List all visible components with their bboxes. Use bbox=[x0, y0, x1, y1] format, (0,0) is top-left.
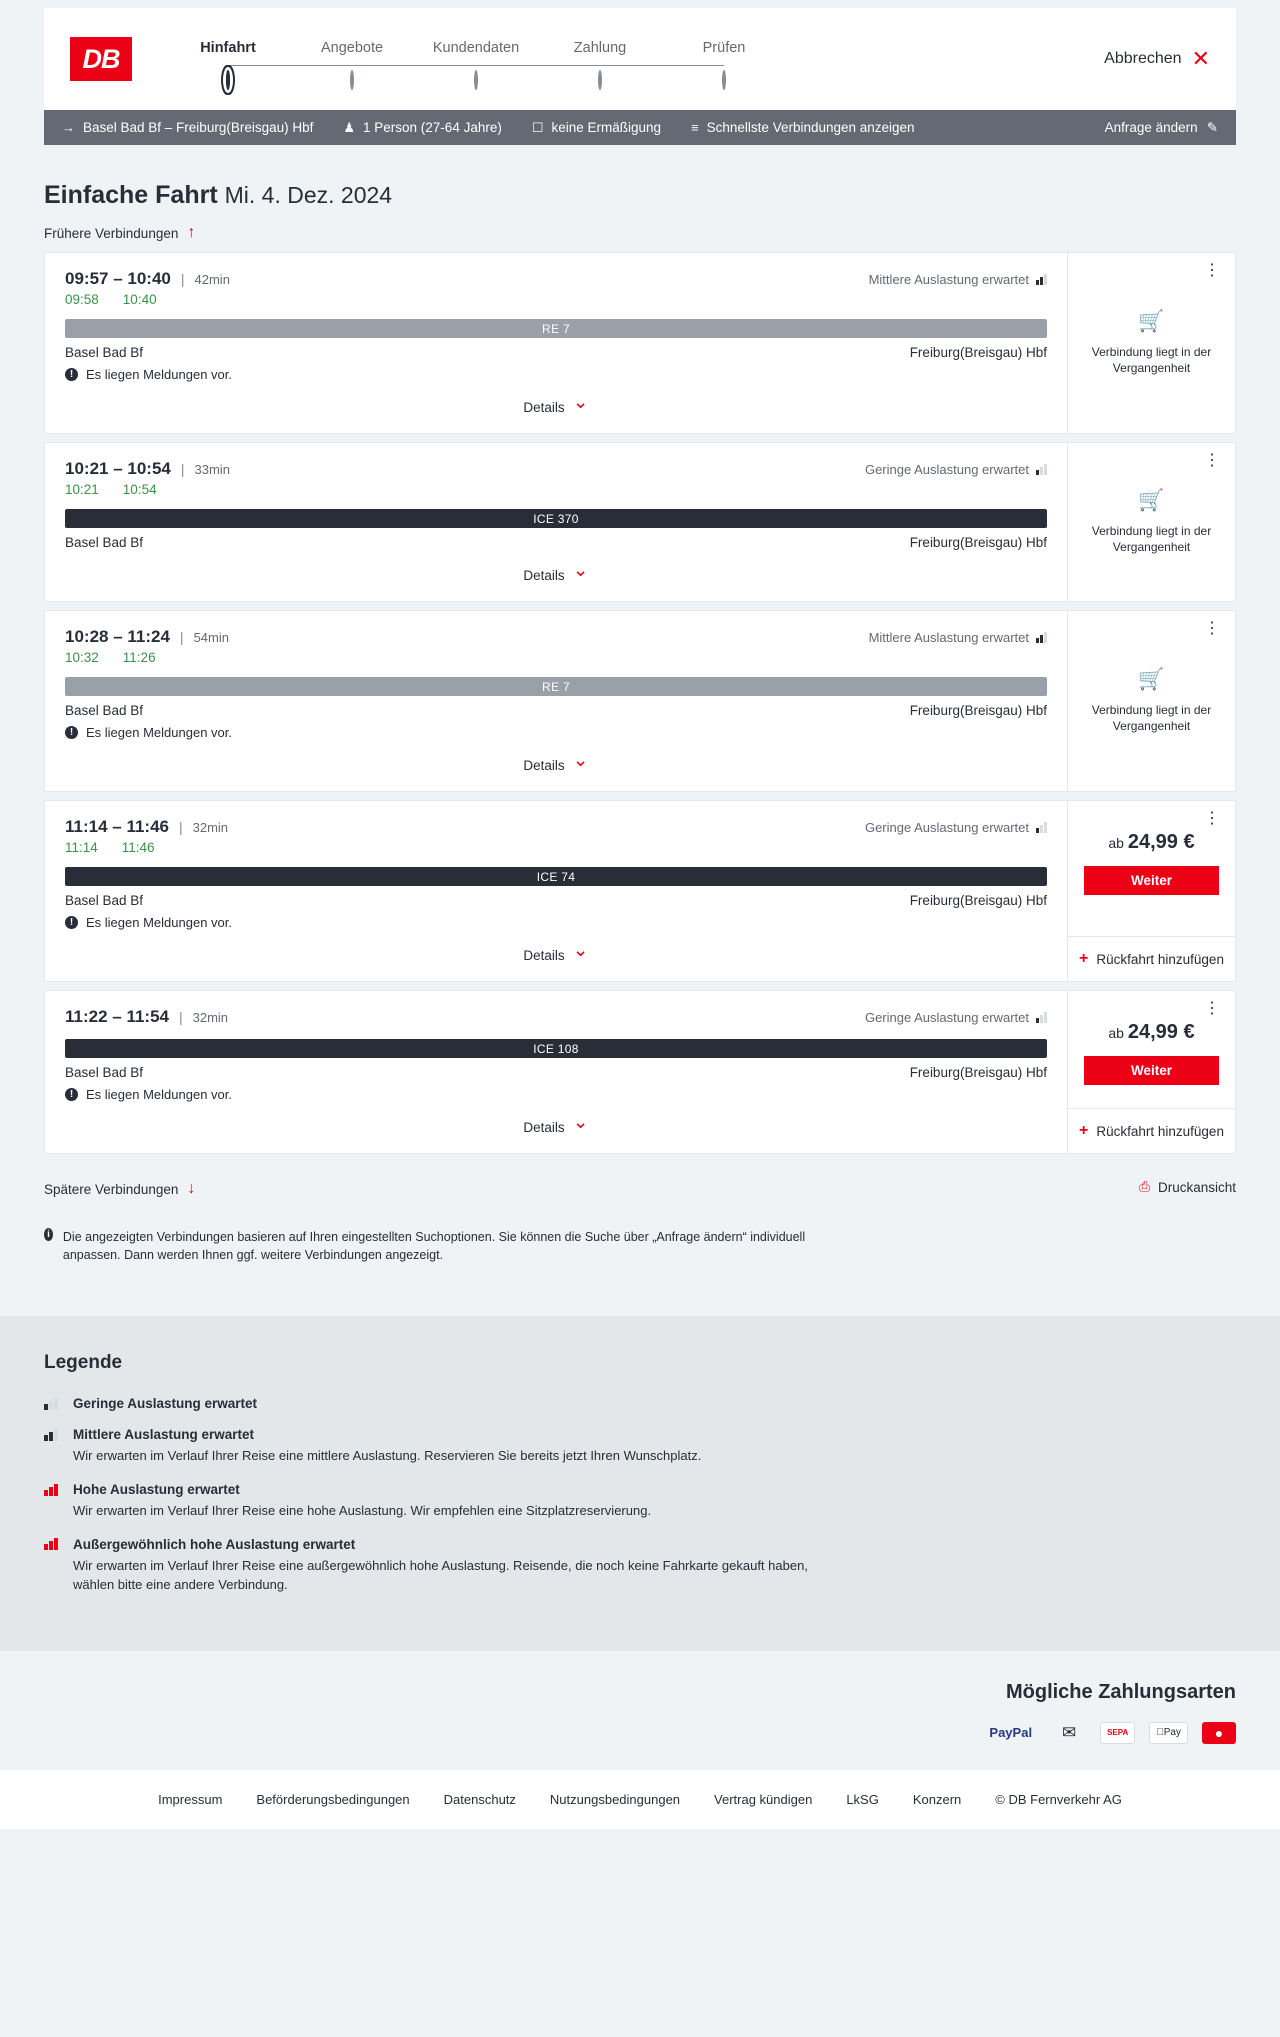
step-dot bbox=[598, 70, 602, 90]
passenger-summary bbox=[343, 120, 501, 136]
utilization-label: Mittlere Auslastung erwartet bbox=[868, 630, 1029, 645]
legend-item-label: Hohe Auslastung erwartet bbox=[73, 1482, 240, 1498]
details-toggle[interactable] bbox=[65, 1102, 1047, 1145]
time-separator: | bbox=[179, 629, 184, 645]
chevron-down-icon bbox=[573, 754, 589, 777]
chevron-down-icon bbox=[573, 564, 589, 587]
destination-station: Freiburg(Breisgau) Hbf bbox=[909, 1065, 1047, 1080]
time-separator: | bbox=[180, 271, 185, 287]
step-dot bbox=[226, 70, 230, 90]
edit-request-label: Anfrage ändern bbox=[1104, 120, 1198, 135]
more-options-icon[interactable]: ⋮ bbox=[1204, 810, 1221, 827]
utilization-bars-icon bbox=[44, 1484, 61, 1496]
legend-item-label: Geringe Auslastung erwartet bbox=[73, 1396, 258, 1412]
details-label: Details bbox=[523, 1120, 565, 1135]
stations bbox=[65, 535, 1047, 550]
passenger-label: 1 Person (27-64 Jahre) bbox=[363, 120, 502, 135]
connection-duration: 33min bbox=[194, 462, 230, 477]
chevron-down-icon bbox=[573, 396, 589, 419]
details-label: Details bbox=[523, 568, 565, 583]
departure-actual: 09:58 bbox=[65, 292, 99, 307]
origin-station: Basel Bad Bf bbox=[65, 1065, 144, 1080]
legend-section bbox=[0, 1316, 1280, 1650]
legend-item-label: Außergewöhnlich hohe Auslastung erwartet bbox=[73, 1536, 356, 1552]
connection-header bbox=[65, 459, 1047, 479]
train-badge: RE 7 bbox=[65, 677, 1047, 696]
connection-duration: 54min bbox=[193, 630, 229, 645]
footer-link-befoerderungsbedingungen[interactable]: Beförderungsbedingungen bbox=[256, 1791, 410, 1807]
later-label: Spätere Verbindungen bbox=[44, 1181, 179, 1197]
origin-station: Basel Bad Bf bbox=[65, 535, 144, 550]
step-dot bbox=[722, 70, 726, 90]
arrow-down-icon bbox=[187, 1180, 195, 1198]
legend-item-desc: Wir erwarten im Verlauf Ihrer Reise eine außergewöhnlich hohe Auslastung. Reisende, die noch keine Fahrkarte gekauft haben, wählen bitte eine andere Verbindung. bbox=[73, 1557, 808, 1592]
stations bbox=[65, 1065, 1047, 1080]
direct-debit-icon: ✉ bbox=[1061, 1722, 1077, 1742]
add-return-label: Rückfahrt hinzufügen bbox=[1096, 1123, 1224, 1139]
connection-time: 11:14 – 11:46 bbox=[65, 817, 169, 836]
add-return-trip-button[interactable] bbox=[1068, 936, 1235, 981]
card-icon: ☐ bbox=[531, 119, 544, 135]
pencil-icon: ✎ bbox=[1206, 119, 1218, 135]
route-label: Basel Bad Bf – Freiburg(Breisgau) Hbf bbox=[83, 120, 314, 135]
utilization-label: Geringe Auslastung erwartet bbox=[864, 820, 1029, 835]
payment-title: Mögliche Zahlungsarten bbox=[1005, 1680, 1236, 1703]
cart-icon: 🛒 bbox=[1138, 488, 1165, 512]
connection-row[interactable] bbox=[44, 800, 1236, 982]
footer-copyright: © DB Fernverkehr AG bbox=[995, 1791, 1122, 1807]
price-prefix: ab bbox=[1108, 835, 1124, 851]
arrival-actual: 11:46 bbox=[121, 840, 155, 855]
connection-details bbox=[45, 443, 1067, 601]
arrival-actual: 10:54 bbox=[122, 482, 157, 497]
footer-link-datenschutz[interactable]: Datenschutz bbox=[443, 1791, 516, 1807]
footer-link-konzern[interactable]: Konzern bbox=[912, 1791, 962, 1807]
arrival-actual: 10:40 bbox=[122, 292, 157, 307]
past-connection-text: Verbindung liegt in der Vergangenheit bbox=[1091, 344, 1212, 375]
info-icon: ! bbox=[65, 726, 78, 739]
sepa-icon: SEPA bbox=[1100, 1722, 1135, 1744]
connection-duration: 32min bbox=[192, 1010, 229, 1025]
actual-times bbox=[65, 482, 1047, 497]
train-badge: ICE 370 bbox=[65, 509, 1047, 528]
connection-time: 09:57 – 10:40 bbox=[65, 269, 171, 288]
add-return-label: Rückfahrt hinzufügen bbox=[1096, 951, 1224, 967]
legend-item-header bbox=[44, 1537, 1236, 1552]
connection-side bbox=[1067, 443, 1235, 601]
step-dot bbox=[350, 70, 354, 90]
message-text: Es liegen Meldungen vor. bbox=[86, 725, 232, 740]
legend-item-header bbox=[44, 1396, 1236, 1411]
connection-side bbox=[1067, 991, 1235, 1153]
step-connector bbox=[228, 65, 352, 66]
printer-icon: ⎙ bbox=[1139, 1179, 1150, 1194]
utilization-indicator bbox=[865, 462, 1047, 477]
details-toggle[interactable] bbox=[65, 740, 1047, 783]
option-label: Schnellste Verbindungen anzeigen bbox=[706, 120, 915, 135]
step-zahlung[interactable] bbox=[538, 30, 662, 88]
continue-button[interactable]: Weiter bbox=[1084, 866, 1219, 895]
filter-icon: ≡ bbox=[691, 120, 699, 135]
step-connector bbox=[476, 65, 600, 66]
connection-header bbox=[65, 1007, 1047, 1027]
db-payment-icon: ● bbox=[1202, 1722, 1236, 1744]
plus-icon: + bbox=[1079, 1122, 1089, 1139]
utilization-bars-icon bbox=[1036, 822, 1047, 833]
connection-time: 10:21 – 10:54 bbox=[65, 459, 171, 478]
apple-pay-icon: Pay bbox=[1149, 1722, 1188, 1744]
details-label: Details bbox=[523, 758, 565, 773]
more-options-icon[interactable]: ⋮ bbox=[1204, 620, 1221, 637]
step-dot bbox=[474, 70, 478, 90]
message-text: Es liegen Meldungen vor. bbox=[86, 367, 232, 382]
continue-button[interactable]: Weiter bbox=[1084, 1056, 1219, 1085]
cart-icon: 🛒 bbox=[1138, 667, 1165, 691]
connection-details bbox=[45, 991, 1067, 1153]
utilization-bars-icon bbox=[44, 1429, 61, 1441]
connection-header bbox=[65, 817, 1047, 837]
option-summary bbox=[691, 120, 915, 135]
connection-message[interactable] bbox=[65, 725, 1047, 740]
utilization-indicator bbox=[869, 630, 1047, 645]
results-content bbox=[44, 145, 1236, 1264]
departure-actual: 10:32 bbox=[65, 650, 99, 665]
info-icon: ! bbox=[65, 368, 78, 381]
actual-times bbox=[65, 650, 1047, 665]
price-display bbox=[1084, 1021, 1219, 1044]
payment-icons bbox=[983, 1722, 1236, 1744]
utilization-bars-crossed-icon bbox=[44, 1538, 61, 1550]
time-separator: | bbox=[180, 461, 185, 477]
chevron-down-icon bbox=[573, 944, 589, 967]
connection-message[interactable] bbox=[65, 915, 1047, 930]
origin-station: Basel Bad Bf bbox=[65, 703, 144, 718]
past-connection-text: Verbindung liegt in der Vergangenheit bbox=[1091, 702, 1212, 733]
destination-station: Freiburg(Breisgau) Hbf bbox=[909, 535, 1047, 550]
message-text: Es liegen Meldungen vor. bbox=[86, 1087, 232, 1102]
legend-item-extreme bbox=[44, 1537, 1236, 1595]
close-icon: ✕ bbox=[1191, 46, 1210, 71]
results-footer-row bbox=[44, 1166, 1236, 1208]
footer-link-nutzungsbedingungen[interactable]: Nutzungsbedingungen bbox=[549, 1791, 681, 1807]
step-connector bbox=[352, 65, 476, 66]
utilization-bars-icon bbox=[1036, 274, 1047, 285]
legend-title: Legende bbox=[44, 1352, 123, 1374]
origin-station: Basel Bad Bf bbox=[65, 893, 144, 908]
past-connection-notice bbox=[1068, 611, 1235, 791]
legend-item-low bbox=[44, 1396, 1236, 1411]
connection-details bbox=[45, 611, 1067, 791]
earlier-label: Frühere Verbindungen bbox=[44, 225, 179, 241]
connection-message[interactable] bbox=[65, 1087, 1047, 1102]
time-separator: | bbox=[178, 819, 183, 835]
utilization-bars-icon bbox=[1036, 1012, 1047, 1023]
footer-link-impressum[interactable]: Impressum bbox=[158, 1791, 223, 1807]
edit-request-button[interactable] bbox=[1105, 120, 1218, 136]
connection-header bbox=[65, 627, 1047, 647]
stations bbox=[65, 893, 1047, 908]
route-icon: → bbox=[62, 120, 75, 135]
utilization-indicator bbox=[865, 820, 1047, 835]
connection-message[interactable] bbox=[65, 367, 1047, 382]
connection-duration: 32min bbox=[192, 820, 229, 835]
legend-item-high bbox=[44, 1482, 1236, 1521]
step-label: Prüfen bbox=[702, 40, 746, 56]
connection-row[interactable] bbox=[44, 442, 1236, 602]
departure-actual: 10:21 bbox=[65, 482, 99, 497]
payment-inner bbox=[44, 1681, 1236, 1744]
legend-item-mid bbox=[44, 1427, 1236, 1466]
connection-time: 11:22 – 11:54 bbox=[65, 1007, 169, 1026]
more-options-icon[interactable]: ⋮ bbox=[1204, 1000, 1221, 1017]
utilization-indicator bbox=[865, 1010, 1047, 1025]
origin-station: Basel Bad Bf bbox=[65, 345, 144, 360]
page-title-date: Mi. 4. Dez. 2024 bbox=[224, 182, 393, 208]
price-display bbox=[1084, 831, 1219, 854]
step-kundendaten[interactable] bbox=[414, 30, 538, 88]
legend-item-desc: Wir erwarten im Verlauf Ihrer Reise eine mittlere Auslastung. Reservieren Sie bereits jetzt Ihren Wunschplatz. bbox=[73, 1448, 702, 1464]
search-hint-text: Die angezeigten Verbindungen basieren auf Ihren eingestellten Suchoptionen. Sie können die Suche über „Anfrage ändern“ individuell anpassen. Dann werden Ihnen ggf. weitere Verbindungen angezeigt. bbox=[62, 1230, 806, 1263]
step-label: Zahlung bbox=[573, 40, 627, 56]
step-label: Angebote bbox=[320, 40, 384, 56]
cart-icon: 🛒 bbox=[1138, 309, 1165, 333]
step-angebote[interactable] bbox=[290, 30, 414, 88]
step-pruefen[interactable] bbox=[662, 30, 786, 88]
connection-details bbox=[45, 801, 1067, 981]
print-view-button[interactable] bbox=[1139, 1179, 1236, 1195]
checkout-stepper bbox=[166, 30, 786, 88]
details-toggle[interactable] bbox=[65, 550, 1047, 593]
print-label: Druckansicht bbox=[1157, 1179, 1236, 1195]
utilization-label: Geringe Auslastung erwartet bbox=[864, 462, 1029, 477]
step-label: Hinfahrt bbox=[200, 40, 256, 56]
arrow-up-icon bbox=[187, 224, 195, 242]
discount-summary bbox=[532, 120, 661, 136]
person-icon: ♟ bbox=[343, 119, 356, 135]
connection-side bbox=[1067, 253, 1235, 433]
legend-item-label: Mittlere Auslastung erwartet bbox=[73, 1427, 255, 1443]
details-label: Details bbox=[523, 948, 565, 963]
destination-station: Freiburg(Breisgau) Hbf bbox=[909, 345, 1047, 360]
discount-label: keine Ermäßigung bbox=[551, 120, 662, 135]
page-title bbox=[44, 181, 1236, 210]
actual-times bbox=[65, 840, 1047, 855]
past-connection-text: Verbindung liegt in der Vergangenheit bbox=[1091, 523, 1212, 554]
details-label: Details bbox=[523, 400, 565, 415]
legend-item-header bbox=[44, 1482, 1236, 1497]
arrival-actual: 11:26 bbox=[122, 650, 156, 665]
step-connector bbox=[600, 65, 724, 66]
price-value: 24,99 € bbox=[1127, 1021, 1195, 1043]
cancel-button[interactable] bbox=[1104, 48, 1210, 70]
departure-actual: 11:14 bbox=[65, 840, 98, 855]
info-icon: ! bbox=[65, 1088, 78, 1101]
stations bbox=[65, 703, 1047, 718]
page-root bbox=[0, 8, 1280, 1829]
price-prefix: ab bbox=[1108, 1025, 1124, 1041]
actual-times bbox=[65, 292, 1047, 307]
connection-row[interactable] bbox=[44, 990, 1236, 1154]
more-options-icon[interactable]: ⋮ bbox=[1204, 262, 1221, 279]
connection-details bbox=[45, 253, 1067, 433]
utilization-bars-icon bbox=[44, 1398, 61, 1410]
plus-icon: + bbox=[1079, 950, 1089, 967]
price-value: 24,99 € bbox=[1127, 831, 1195, 853]
train-badge: ICE 108 bbox=[65, 1039, 1047, 1058]
step-label: Kundendaten bbox=[432, 40, 520, 56]
cancel-label: Abbrechen bbox=[1104, 50, 1182, 67]
utilization-bars-icon bbox=[1036, 464, 1047, 475]
info-icon: i bbox=[44, 1228, 53, 1241]
legend-item-header bbox=[44, 1427, 1236, 1442]
db-logo[interactable]: DB bbox=[70, 37, 132, 81]
more-options-icon[interactable]: ⋮ bbox=[1204, 452, 1221, 469]
paypal-icon: PayPal bbox=[989, 1725, 1033, 1741]
later-connections-button[interactable] bbox=[44, 1180, 195, 1198]
details-toggle[interactable] bbox=[65, 930, 1047, 973]
details-toggle[interactable] bbox=[65, 382, 1047, 425]
connection-row[interactable] bbox=[44, 610, 1236, 792]
stations bbox=[65, 345, 1047, 360]
train-badge: ICE 74 bbox=[65, 867, 1047, 886]
destination-station: Freiburg(Breisgau) Hbf bbox=[909, 703, 1047, 718]
chevron-down-icon bbox=[573, 1116, 589, 1139]
route-summary bbox=[62, 120, 313, 135]
footer-link-lksg[interactable]: LkSG bbox=[846, 1791, 879, 1807]
info-icon: ! bbox=[65, 916, 78, 929]
app-header bbox=[44, 8, 1236, 110]
connection-side bbox=[1067, 611, 1235, 791]
footer-link-vertrag-kuendigen[interactable]: Vertrag kündigen bbox=[714, 1791, 813, 1807]
connection-row[interactable] bbox=[44, 252, 1236, 434]
utilization-indicator bbox=[869, 272, 1047, 287]
connection-duration: 42min bbox=[194, 272, 230, 287]
legend-item-desc: Wir erwarten im Verlauf Ihrer Reise eine hohe Auslastung. Wir empfehlen eine Sitzplatzreservierung. bbox=[73, 1503, 652, 1519]
past-connection-notice bbox=[1068, 253, 1235, 433]
train-badge: RE 7 bbox=[65, 319, 1047, 338]
page-footer bbox=[0, 1770, 1280, 1829]
utilization-bars-icon bbox=[1036, 632, 1047, 643]
payment-section bbox=[0, 1651, 1280, 1770]
destination-station: Freiburg(Breisgau) Hbf bbox=[909, 893, 1047, 908]
earlier-connections-button[interactable] bbox=[44, 224, 1236, 242]
connection-header bbox=[65, 269, 1047, 289]
connection-time: 10:28 – 11:24 bbox=[65, 627, 170, 646]
time-separator: | bbox=[178, 1009, 183, 1025]
search-hint bbox=[44, 1228, 834, 1264]
search-summary-bar bbox=[44, 110, 1236, 145]
message-text: Es liegen Meldungen vor. bbox=[86, 915, 232, 930]
utilization-label: Mittlere Auslastung erwartet bbox=[868, 272, 1029, 287]
step-hinfahrt[interactable] bbox=[166, 30, 290, 88]
utilization-label: Geringe Auslastung erwartet bbox=[864, 1010, 1029, 1025]
connection-side bbox=[1067, 801, 1235, 981]
add-return-trip-button[interactable] bbox=[1068, 1108, 1235, 1153]
page-title-text: Einfache Fahrt bbox=[44, 181, 218, 209]
